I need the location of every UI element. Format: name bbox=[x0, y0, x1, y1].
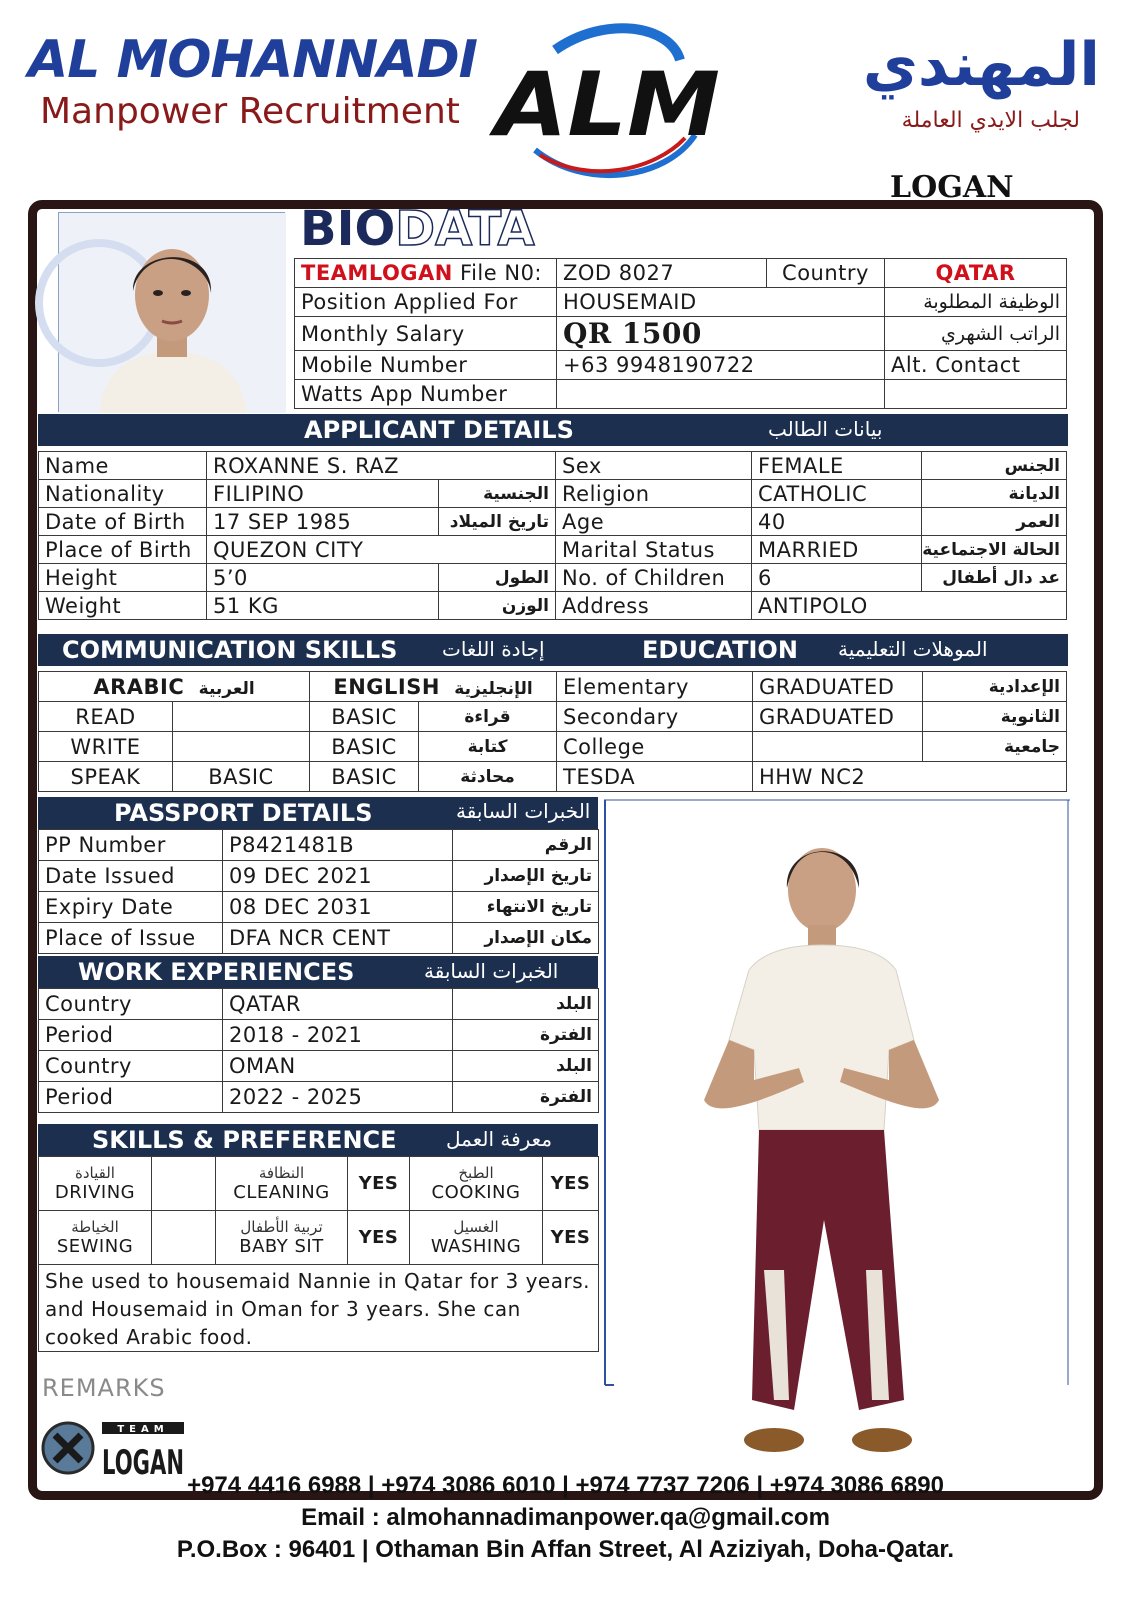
elementary-label-ar: الإعدادية bbox=[923, 672, 1067, 702]
address-label: Address bbox=[556, 592, 752, 620]
footer-address: P.O.Box : 96401 | Othaman Bin Affan Street, Al Aziziyah, Doha-Qatar. bbox=[176, 1536, 955, 1563]
file-number-label bbox=[295, 259, 557, 288]
work-row-label: Country bbox=[39, 1051, 223, 1082]
read-label: READ bbox=[39, 702, 173, 732]
expiry-date-label-ar: تاريخ الانتهاء bbox=[453, 892, 599, 923]
place-of-issue-label-ar: مكان الإصدار bbox=[453, 923, 599, 954]
religion-label-ar: الديانة bbox=[922, 480, 1067, 508]
applicant-full-body-photo bbox=[604, 800, 1070, 1460]
work-row-label-ar: الفترة bbox=[453, 1020, 599, 1051]
pp-number-label-ar: الرقم bbox=[453, 830, 599, 861]
footer-phones: +974 4416 6988 | +974 3086 6010 | +974 7737 7206 | +974 3086 6890 bbox=[187, 1472, 944, 1499]
pob-value: QUEZON CITY bbox=[207, 536, 556, 564]
country-label: Country bbox=[767, 259, 885, 288]
age-label-ar: العمر bbox=[922, 508, 1067, 536]
college-value bbox=[753, 732, 923, 762]
arabic-header: ARABIC العربية bbox=[39, 672, 310, 702]
skill-cleaning-value: YES bbox=[348, 1157, 410, 1211]
position-label-ar: الوظيفة المطلوبة bbox=[885, 288, 1067, 317]
position-label: Position Applied For bbox=[295, 288, 557, 317]
applicant-details-title-ar: بيانات الطالب bbox=[768, 417, 883, 441]
children-value: 6 bbox=[752, 564, 922, 592]
marital-value: MARRIED bbox=[752, 536, 922, 564]
passport-title-ar: الخبرات السابقة bbox=[456, 799, 591, 823]
team-logo-bottom-text: LOGAN bbox=[102, 1443, 184, 1483]
place-of-issue-label: Place of Issue bbox=[39, 923, 223, 954]
whatsapp-label: Watts App Number bbox=[295, 380, 557, 409]
weight-value: 51 KG bbox=[207, 592, 439, 620]
marital-label: Marital Status bbox=[556, 536, 752, 564]
dob-label: Date of Birth bbox=[39, 508, 207, 536]
skill-cooking-value: YES bbox=[543, 1157, 599, 1211]
skill-sewing-value bbox=[152, 1211, 216, 1265]
skill-washing-value: YES bbox=[543, 1211, 599, 1265]
age-label: Age bbox=[556, 508, 752, 536]
skill-babysit-value: YES bbox=[348, 1211, 410, 1265]
pob-label: Place of Birth bbox=[39, 536, 207, 564]
applicant-details-bar bbox=[38, 414, 1068, 446]
expiry-date-value: 08 DEC 2031 bbox=[223, 892, 453, 923]
religion-value: CATHOLIC bbox=[752, 480, 922, 508]
height-label: Height bbox=[39, 564, 207, 592]
name-label: Name bbox=[39, 452, 207, 480]
age-value: 40 bbox=[752, 508, 922, 536]
speak-label: SPEAK bbox=[39, 762, 173, 792]
skill-cooking: الطبخ COOKING bbox=[410, 1157, 543, 1211]
salary-label-ar: الراتب الشهري bbox=[885, 317, 1067, 351]
agent-tag: LOGAN bbox=[890, 170, 1014, 205]
education-table bbox=[556, 671, 1067, 792]
name-value: ROXANNE S. RAZ bbox=[207, 452, 556, 480]
work-experience-title: WORK EXPERIENCES bbox=[78, 958, 355, 986]
work-row-value: 2018 - 2021 bbox=[223, 1020, 453, 1051]
read-label-ar: قراءة bbox=[419, 702, 557, 732]
applicant-headshot bbox=[58, 212, 285, 412]
height-label-ar: الطول bbox=[439, 564, 556, 592]
communication-title-ar: إجادة اللغات bbox=[442, 637, 545, 661]
speak-arabic-value: BASIC bbox=[173, 762, 310, 792]
place-of-issue-value: DFA NCR CENT bbox=[223, 923, 453, 954]
skill-driving-value bbox=[152, 1157, 216, 1211]
brand-tagline-english: Manpower Recruitment bbox=[40, 91, 460, 132]
communication-education-bar bbox=[38, 634, 1068, 666]
weight-label: Weight bbox=[39, 592, 207, 620]
biodata-title bbox=[300, 200, 535, 258]
college-label: College bbox=[557, 732, 753, 762]
write-english-value: BASIC bbox=[310, 732, 419, 762]
passport-details-bar bbox=[38, 797, 598, 829]
team-logan-logo bbox=[40, 1418, 190, 1483]
date-issued-label-ar: تاريخ الإصدار bbox=[453, 861, 599, 892]
speak-english-value: BASIC bbox=[310, 762, 419, 792]
education-title: EDUCATION bbox=[642, 636, 798, 664]
brand-name-arabic: المهندي bbox=[862, 30, 1100, 100]
college-label-ar: جامعية bbox=[923, 732, 1067, 762]
marital-label-ar: الحالة الاجتماعية bbox=[922, 536, 1067, 564]
write-arabic-value bbox=[173, 732, 310, 762]
position-value: HOUSEMAID bbox=[557, 288, 885, 317]
biodata-title-data: DATA bbox=[395, 201, 535, 257]
file-number-value: ZOD 8027 bbox=[557, 259, 767, 288]
secondary-label-ar: الثانوية bbox=[923, 702, 1067, 732]
skills-title-ar: معرفة العمل bbox=[446, 1127, 553, 1151]
communication-title: COMMUNICATION SKILLS bbox=[62, 636, 398, 664]
headshot-image bbox=[59, 213, 286, 413]
pp-number-label: PP Number bbox=[39, 830, 223, 861]
skill-washing: الغسيل WASHING bbox=[410, 1211, 543, 1265]
communication-table bbox=[38, 671, 557, 792]
brand-name-english: AL MOHANNADI bbox=[28, 30, 477, 90]
skill-driving: القيادة DRIVING bbox=[39, 1157, 152, 1211]
expiry-date-label: Expiry Date bbox=[39, 892, 223, 923]
work-experience-table bbox=[38, 988, 599, 1113]
work-row-label-ar: الفترة bbox=[453, 1082, 599, 1113]
nationality-label: Nationality bbox=[39, 480, 207, 508]
children-label-ar: عد دال أطفال bbox=[922, 564, 1067, 592]
skills-table bbox=[38, 1156, 599, 1352]
date-issued-value: 09 DEC 2021 bbox=[223, 861, 453, 892]
tesda-label: TESDA bbox=[557, 762, 753, 792]
work-row-label-ar: البلد bbox=[453, 1051, 599, 1082]
passport-table bbox=[38, 829, 599, 954]
skill-sewing: الخياطة SEWING bbox=[39, 1211, 152, 1265]
salary-value: QR 1500 bbox=[557, 317, 885, 351]
sex-value: FEMALE bbox=[752, 452, 922, 480]
work-row-label: Period bbox=[39, 1020, 223, 1051]
dob-label-ar: تاريخ الميلاد bbox=[439, 508, 556, 536]
nationality-value: FILIPINO bbox=[207, 480, 439, 508]
mobile-value: +63 9948190722 bbox=[557, 351, 885, 380]
read-english-value: BASIC bbox=[310, 702, 419, 732]
mobile-label: Mobile Number bbox=[295, 351, 557, 380]
passport-title: PASSPORT DETAILS bbox=[114, 799, 373, 827]
nationality-label-ar: الجنسية bbox=[439, 480, 556, 508]
work-row-value: QATAR bbox=[223, 989, 453, 1020]
english-header: ENGLISH الإنجليزية bbox=[310, 672, 557, 702]
skills-title: SKILLS & PREFERENCE bbox=[92, 1126, 397, 1154]
top-info-table bbox=[294, 258, 1067, 409]
work-row-label: Country bbox=[39, 989, 223, 1020]
elementary-value: GRADUATED bbox=[753, 672, 923, 702]
skill-cleaning: النظافة CLEANING bbox=[216, 1157, 348, 1211]
remarks-label: REMARKS bbox=[42, 1374, 166, 1402]
work-experience-bar bbox=[38, 956, 598, 988]
work-row-value: OMAN bbox=[223, 1051, 453, 1082]
logo-text: ALM bbox=[488, 53, 720, 156]
date-issued-label: Date Issued bbox=[39, 861, 223, 892]
alt-contact-label: Alt. Contact bbox=[885, 351, 1067, 380]
footer-email: Email : almohannadimanpower.qa@gmail.com bbox=[301, 1504, 830, 1531]
work-experience-title-ar: الخبرات السابقة bbox=[424, 959, 559, 983]
tesda-value: HHW NC2 bbox=[753, 762, 1067, 792]
work-row-label: Period bbox=[39, 1082, 223, 1113]
work-row-label-ar: البلد bbox=[453, 989, 599, 1020]
biodata-title-bio: BIO bbox=[300, 201, 396, 257]
salary-label: Monthly Salary bbox=[295, 317, 557, 351]
remarks-text: She used to housemaid Nannie in Qatar for 3 years. and Housemaid in Oman for 3 years. She can cooked Arabic food. bbox=[39, 1265, 599, 1352]
write-label: WRITE bbox=[39, 732, 173, 762]
brand-tagline-arabic: لجلب الايدي العاملة bbox=[901, 108, 1080, 133]
speak-label-ar: محادثة bbox=[419, 762, 557, 792]
elementary-label: Elementary bbox=[557, 672, 753, 702]
weight-label-ar: الوزن bbox=[439, 592, 556, 620]
applicant-details-title: APPLICANT DETAILS bbox=[304, 416, 574, 444]
sex-label: Sex bbox=[556, 452, 752, 480]
education-title-ar: الموهلات التعليمية bbox=[838, 637, 988, 661]
pp-number-value: P8421481B bbox=[223, 830, 453, 861]
whatsapp-value bbox=[557, 380, 885, 409]
read-arabic-value bbox=[173, 702, 310, 732]
secondary-label: Secondary bbox=[557, 702, 753, 732]
secondary-value: GRADUATED bbox=[753, 702, 923, 732]
team-name: TEAMLOGAN bbox=[301, 261, 453, 285]
alt-contact-value bbox=[885, 380, 1067, 409]
file-label-text: File N0: bbox=[452, 261, 543, 285]
country-value: QATAR bbox=[885, 259, 1067, 288]
religion-label: Religion bbox=[556, 480, 752, 508]
address-value: ANTIPOLO bbox=[752, 592, 1067, 620]
applicant-table bbox=[38, 451, 1067, 620]
sex-label-ar: الجنس bbox=[922, 452, 1067, 480]
write-label-ar: كتابة bbox=[419, 732, 557, 762]
children-label: No. of Children bbox=[556, 564, 752, 592]
dob-value: 17 SEP 1985 bbox=[207, 508, 439, 536]
team-logo-top-text: TEAM bbox=[117, 1424, 169, 1435]
alm-logo bbox=[488, 20, 725, 180]
skills-preference-bar bbox=[38, 1124, 598, 1156]
skill-babysit: تربية الأطفال BABY SIT bbox=[216, 1211, 348, 1265]
height-value: 5’0 bbox=[207, 564, 439, 592]
work-row-value: 2022 - 2025 bbox=[223, 1082, 453, 1113]
